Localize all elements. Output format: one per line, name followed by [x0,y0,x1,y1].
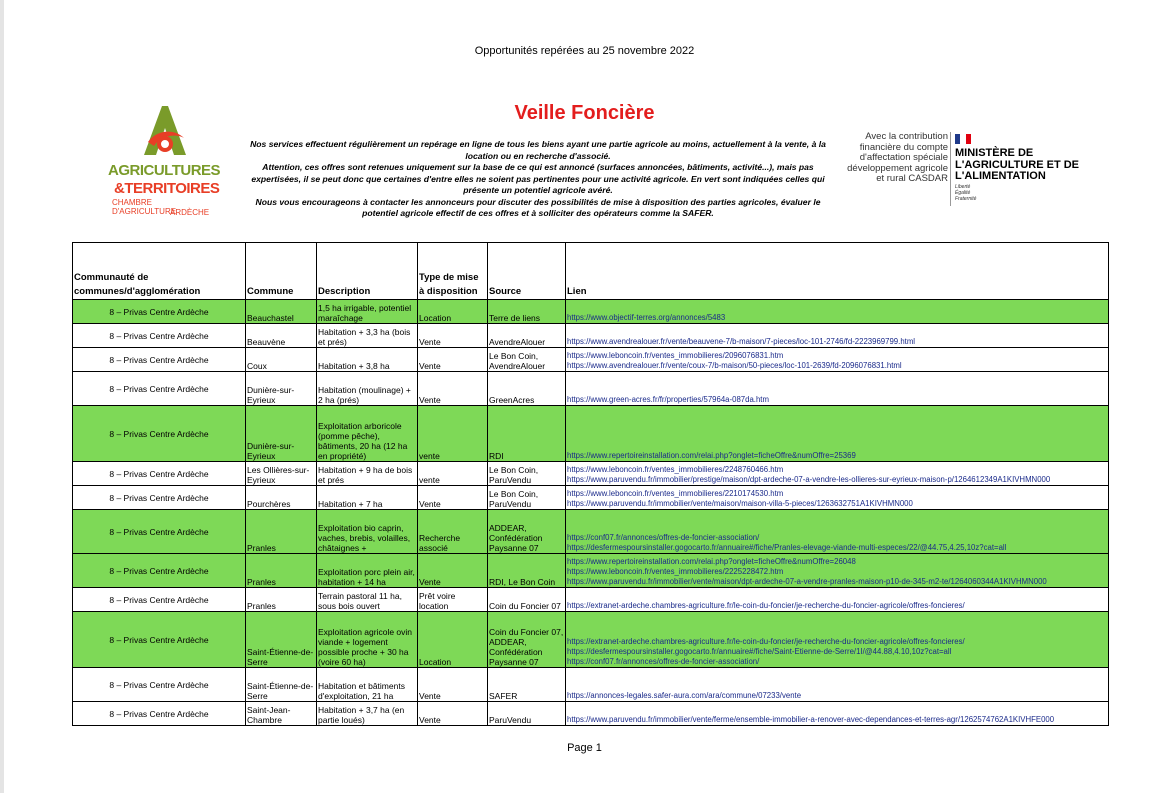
cell-description: Exploitation porc plein air, habitation + 14 ha [317,554,418,588]
cell-commune: Coux [246,348,317,372]
col-header-commune: Commune [246,243,317,300]
cell-lien[interactable] [566,348,1109,372]
cell-commune: Beauchastel [246,300,317,324]
table-row [73,702,1109,726]
cell-lien[interactable] [566,372,1109,406]
cell-communaute: 8 – Privas Centre Ardèche [73,486,246,510]
link-text[interactable]: https://www.repertoireinstallation.com/relai.php?onglet=ficheOffre&numOffre=26048 [567,557,856,566]
cell-commune: Pranles [246,588,317,612]
col-header-description: Description [317,243,418,300]
cell-source: Le Bon Coin, AvendreAlouer [488,348,566,372]
cell-communaute: 8 – Privas Centre Ardèche [73,406,246,462]
table-row [73,486,1109,510]
link-text[interactable]: https://www.leboncoin.fr/ventes_immobilieres/2096076831.htm [567,351,784,360]
link-text[interactable]: https://www.leboncoin.fr/ventes_immobilieres/2248760466.htm [567,465,784,474]
cell-description: Habitation + 7 ha [317,486,418,510]
table-row [73,406,1109,462]
cell-commune: Dunière-sur-Eyrieux [246,372,317,406]
col-header-communaute: Communauté de communes/d'agglomération [73,243,246,300]
cell-description: Terrain pastoral 11 ha, sous bois ouvert [317,588,418,612]
intro-paragraph: Attention, ces offres sont retenues uniquement sur la base de ce qui est annoncé (surfaces annoncées, bâtiments, activité...), mais pas expertisées, il se peut donc que certaines d'entre elles ne soient pas pertinentes pour une activité agricole. En vert sont indiquées celles qui présente un potentiel agricole avéré. [251,162,825,195]
ministry-name: MINISTÈRE DE L'AGRICULTURE ET DE L'ALIMENTATION [955,147,1080,182]
cell-lien[interactable] [566,554,1109,588]
logo-line2: &TERRITOIRES [114,180,220,197]
cell-source: GreenAcres [488,372,566,406]
page-number: Page 1 [567,742,602,754]
cell-commune: Pranles [246,510,317,554]
cell-commune: Dunière-sur-Eyrieux [246,406,317,462]
cell-lien[interactable] [566,702,1109,726]
cell-description: Habitation + 3,8 ha [317,348,418,372]
cell-communaute: 8 – Privas Centre Ardèche [73,702,246,726]
table-row [73,372,1109,406]
cell-type: Recherche associé [418,510,488,554]
cell-type: Prêt voire location [418,588,488,612]
cell-lien[interactable] [566,486,1109,510]
french-flag-icon [955,134,971,144]
cell-communaute: 8 – Privas Centre Ardèche [73,588,246,612]
cell-lien[interactable] [566,510,1109,554]
cell-lien[interactable] [566,668,1109,702]
cell-type: Vente [418,554,488,588]
cell-source: AvendreAlouer [488,324,566,348]
cell-commune: Pourchères [246,486,317,510]
link-text[interactable]: https://conf07.fr/annonces/offres-de-foncier-association/ [567,533,760,542]
cell-source: Le Bon Coin, ParuVendu [488,486,566,510]
table-header-row [73,243,1109,300]
ministry-motto: Liberté Égalité Fraternité [955,184,977,202]
cell-type: Vente [418,324,488,348]
cell-lien[interactable] [566,612,1109,668]
cell-description: Habitation + 3,3 ha (bois et prés) [317,324,418,348]
cell-communaute: 8 – Privas Centre Ardèche [73,668,246,702]
opportunities-table [72,242,1109,726]
link-text[interactable]: https://www.paruvendu.fr/immobilier/prestige/maison/dpt-ardeche-07-a-vendre-les-ollieres-sur-eyrieux-maison-p/1264612349A1KIVHMN000 [567,475,1051,484]
header-note: Opportunités repérées au 25 novembre 2022 [474,45,695,57]
intro-paragraph: Nos services effectuent régulièrement un repérage en ligne de tous les biens ayant une partie agricole au moins, actuellement à la vente, à la location ou en recherche d'associé. [250,139,826,161]
col-header-lien: Lien [566,243,1109,300]
cell-type: Vente [418,702,488,726]
cell-communaute: 8 – Privas Centre Ardèche [73,510,246,554]
col-header-source: Source [488,243,566,300]
link-text[interactable]: https://extranet-ardeche.chambres-agriculture.fr/le-coin-du-foncier/je-recherche-du-foncier-agricole/offres-foncieres/ [567,637,965,646]
cell-description: Exploitation agricole ovin viande + logement possible proche + 30 ha (voire 60 ha) [317,612,418,668]
logo-line4: ARDÈCHE [170,208,210,217]
cell-communaute: 8 – Privas Centre Ardèche [73,300,246,324]
table-row [73,612,1109,668]
cell-commune: Pranles [246,554,317,588]
cell-commune: Les Ollières-sur-Eyrieux [246,462,317,486]
table-row [73,348,1109,372]
cell-commune: Saint-Étienne-de-Serre [246,612,317,668]
cell-description: Habitation (moulinage) + 2 ha (prés) [317,372,418,406]
table-row [73,510,1109,554]
cell-type: Vente [418,486,488,510]
cell-lien[interactable] [566,588,1109,612]
cell-source: Terre de liens [488,300,566,324]
link-text[interactable]: https://www.paruvendu.fr/immobilier/vente/maison/maison-villa-5-pieces/1263632751A1KIVHMN000 [567,499,913,508]
link-text[interactable]: https://www.avendrealouer.fr/vente/beauvene-7/b-maison/7-pieces/loc-101-2746/fd-2223969799.html [567,337,916,346]
intro-paragraph: Nous vous encourageons à contacter les annonceurs pour discuter des possibilités de mise à disposition des parties agricoles, évaluer le potentiel agricole effectif de ces offres et à solliciter des opérateurs comme la SAFER. [255,196,821,218]
cell-type: vente [418,406,488,462]
cell-source: ADDEAR, Confédération Paysanne 07 [488,510,566,554]
link-text[interactable]: https://www.paruvendu.fr/immobilier/vente/ferme/ensemble-immobilier-a-renover-avec-dependances-et-terres-agr/1262574762A1KIVHFE000 [567,715,1055,724]
cell-type: vente [418,462,488,486]
intro-text [238,139,838,220]
cell-description: Habitation + 9 ha de bois et prés [317,462,418,486]
link-text[interactable]: https://annonces-legales.safer-aura.com/ara/commune/07233/vente [567,691,802,700]
cell-type: Vente [418,372,488,406]
cell-source: RDI [488,406,566,462]
table-row [73,554,1109,588]
cell-communaute: 8 – Privas Centre Ardèche [73,324,246,348]
cell-source: SAFER [488,668,566,702]
link-text[interactable]: https://extranet-ardeche.chambres-agriculture.fr/le-coin-du-foncier/je-recherche-du-foncier-agricole/offres-foncieres/ [567,601,965,610]
cell-lien[interactable] [566,300,1109,324]
cell-type: Vente [418,348,488,372]
link-text[interactable]: https://www.leboncoin.fr/ventes_immobilieres/2225228472.htm [567,567,784,576]
cell-source: Coin du Foncier 07 [488,588,566,612]
cell-type: Vente [418,668,488,702]
casdar-text: Avec la contribution financière du compte d'affectation spéciale développement agricole et rural CASDAR [847,131,948,184]
cell-communaute: 8 – Privas Centre Ardèche [73,554,246,588]
cell-description: Exploitation arboricole (pomme pêche), bâtiments, 20 ha (12 ha en propriété) [317,406,418,462]
link-text[interactable]: https://www.avendrealouer.fr/vente/coux-7/b-maison/50-pieces/loc-101-2639/fd-2096076831.html [567,361,902,370]
page-title: Veille Foncière [514,102,655,124]
link-text[interactable]: https://www.leboncoin.fr/ventes_immobilieres/2210174530.htm [567,489,784,498]
link-text[interactable]: https://www.green-acres.fr/fr/properties/57964a-087da.htm [567,395,769,404]
cell-communaute: 8 – Privas Centre Ardèche [73,462,246,486]
cell-description: 1,5 ha irrigable, potentiel maraîchage [317,300,418,324]
cell-type: Location [418,300,488,324]
cell-source: Coin du Foncier 07, ADDEAR, Confédération Paysanne 07 [488,612,566,668]
link-text[interactable]: https://desfermespoursinstaller.gogocarto.fr/annuaire#/fiche/Pranles-elevage-viande-multi-especes/22/@44.75,4.25,10z?cat=all [567,543,1007,552]
cell-source: RDI, Le Bon Coin [488,554,566,588]
cell-description: Exploitation bio caprin, vaches, brebis, volailles, châtaignes + [317,510,418,554]
col-header-type: Type de mise à disposition [418,243,488,300]
cell-communaute: 8 – Privas Centre Ardèche [73,372,246,406]
logo-divider [950,132,951,206]
ministry-logo [842,126,1088,210]
cell-lien[interactable] [566,462,1109,486]
link-text[interactable]: https://desfermespoursinstaller.gogocarto.fr/annuaire#/fiche/Saint-Etienne-de-Serre/1I/@44.88,4.10,10z?cat=all [567,647,952,656]
cell-lien[interactable] [566,324,1109,348]
link-text[interactable]: https://www.repertoireinstallation.com/relai.php?onglet=ficheOffre&numOffre=25369 [567,451,856,460]
table-body [73,300,1109,726]
table-row [73,324,1109,348]
link-text[interactable]: https://www.paruvendu.fr/immobilier/vente/maison/dpt-ardeche-07-a-vendre-pranles-maison-p10-de-345-m2-te/1264060344A1KIVHMN000 [567,577,1047,586]
cell-commune: Saint-Jean-Chambre [246,702,317,726]
table-row [73,588,1109,612]
logo-line1: AGRICULTURES [108,162,221,179]
cell-description: Habitation et bâtiments d'exploitation, 21 ha [317,668,418,702]
cell-communaute: 8 – Privas Centre Ardèche [73,348,246,372]
table-row [73,462,1109,486]
cell-communaute: 8 – Privas Centre Ardèche [73,612,246,668]
cell-commune: Beauvène [246,324,317,348]
table-row [73,300,1109,324]
cell-source: ParuVendu [488,702,566,726]
cell-description: Habitation + 3,7 ha (en partie loués) [317,702,418,726]
link-text[interactable]: https://www.objectif-terres.org/annonces/5483 [567,313,726,322]
cell-type: Location [418,612,488,668]
link-text[interactable]: https://conf07.fr/annonces/offres-de-foncier-association/ [567,657,760,666]
cell-commune: Saint-Étienne-de-Serre [246,668,317,702]
cell-source: Le Bon Coin, ParuVendu [488,462,566,486]
logo-line3: CHAMBRE D'AGRICULTURE [112,198,177,216]
table-row [73,668,1109,702]
cell-lien[interactable] [566,406,1109,462]
